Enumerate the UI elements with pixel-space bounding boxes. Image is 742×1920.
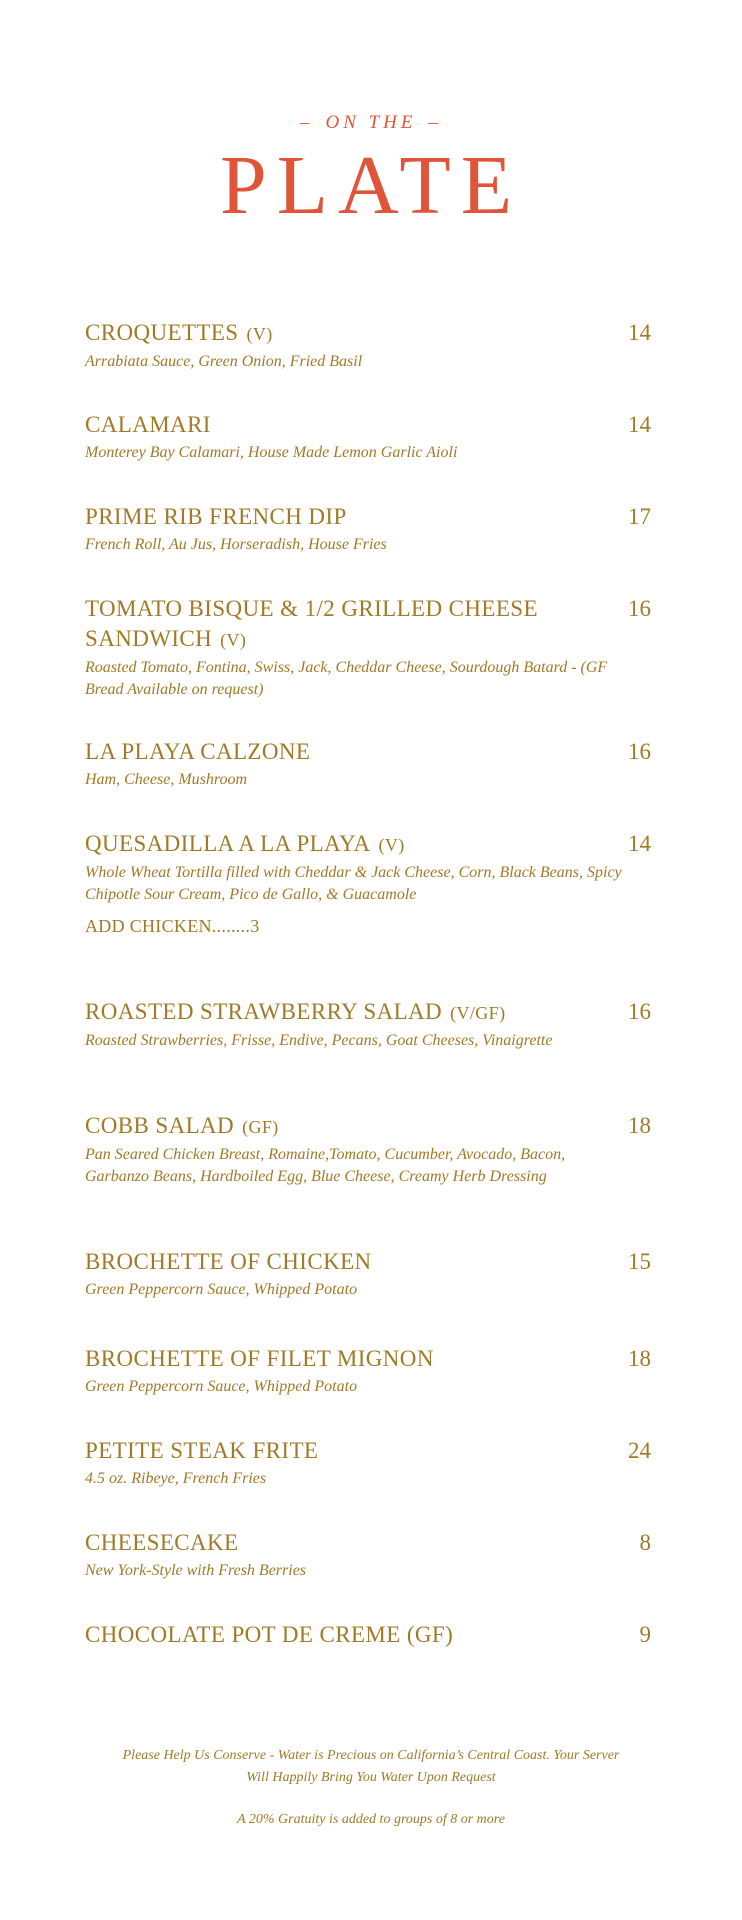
menu-title: PLATE (220, 139, 522, 232)
menu-footer (0, 1745, 742, 1831)
item-name (85, 1528, 565, 1558)
item-tag: (GF) (242, 1117, 279, 1137)
item-price: 24 (628, 1438, 651, 1463)
item-tag: (V) (378, 835, 405, 855)
item-description: Green Peppercorn Sauce, Whipped Potato (85, 1378, 358, 1395)
item-description: Green Peppercorn Sauce, Whipped Potato (85, 1281, 358, 1298)
item-price: 14 (628, 412, 651, 437)
menu-item-roasted-strawberry-salad (85, 997, 651, 1052)
item-price: 16 (628, 596, 651, 621)
menu-item-calamari (85, 410, 651, 464)
item-name-text: QUESADILLA A LA PLAYA (85, 831, 371, 856)
item-head (85, 502, 651, 532)
menu-item-tomato-bisque (85, 594, 651, 701)
item-name (85, 737, 565, 767)
item-head (85, 737, 651, 767)
item-name-text: TOMATO BISQUE & 1/2 GRILLED CHEESE SANDWICH (85, 596, 538, 651)
item-name-text: PETITE STEAK FRITE (85, 1438, 319, 1463)
menu-item-prime-rib-french-dip (85, 502, 651, 556)
item-name (85, 1111, 565, 1142)
item-description: Monterey Bay Calamari, House Made Lemon Garlic Aioli (85, 444, 458, 461)
item-name-text: CHEESECAKE (85, 1530, 239, 1555)
item-name (85, 997, 565, 1028)
menu-eyebrow (0, 110, 742, 136)
item-head (85, 1247, 651, 1277)
item-description: Roasted Strawberries, Frisse, Endive, Pecans, Goat Cheeses, Vinaigrette (85, 1032, 553, 1049)
item-head (85, 1620, 651, 1650)
item-description: Ham, Cheese, Mushroom (85, 771, 248, 788)
item-description: French Roll, Au Jus, Horseradish, House Fries (85, 536, 387, 553)
item-name-text: BROCHETTE OF FILET MIGNON (85, 1346, 434, 1371)
menu-header (0, 110, 742, 232)
water-conservation-note: Please Help Us Conserve - Water is Precious on California’s Central Coast. Your Server Will Happily Bring You Water Upon Request (122, 1748, 620, 1785)
item-name-text: CROQUETTES (85, 320, 239, 345)
item-head (85, 410, 651, 440)
item-description: Arrabiata Sauce, Green Onion, Fried Basil (85, 353, 363, 370)
item-head (85, 1111, 651, 1142)
item-name (85, 410, 565, 440)
item-name-text: CALAMARI (85, 412, 211, 437)
item-head (85, 594, 651, 655)
item-name (85, 1620, 565, 1650)
item-name (85, 1436, 565, 1466)
item-price: 8 (639, 1530, 651, 1555)
menu-item-brochette-of-chicken (85, 1247, 651, 1301)
item-price: 14 (628, 320, 651, 345)
eyebrow-dash-right: – (428, 112, 443, 133)
item-description: Roasted Tomato, Fontina, Swiss, Jack, Cheddar Cheese, Sourdough Batard - (GF Bread Available on request) (85, 659, 608, 698)
menu-item-croquettes (85, 318, 651, 373)
item-price: 15 (628, 1249, 651, 1274)
menu-item-petite-steak-frite (85, 1436, 651, 1490)
item-name-text: COBB SALAD (85, 1113, 235, 1138)
item-name (85, 1247, 565, 1277)
item-name (85, 594, 565, 655)
item-tag: (V/GF) (450, 1003, 506, 1023)
item-head (85, 1344, 651, 1374)
menu-item-quesadilla (85, 829, 651, 938)
menu-item-cheesecake (85, 1528, 651, 1582)
eyebrow-dash-left: – (299, 112, 314, 133)
item-name (85, 502, 565, 532)
item-name (85, 318, 565, 349)
menu-item-cobb-salad (85, 1111, 651, 1188)
item-price: 14 (628, 831, 651, 856)
item-addon: ADD CHICKEN........3 (85, 916, 260, 936)
item-price: 17 (628, 504, 651, 529)
item-name (85, 829, 565, 860)
item-name-text: BROCHETTE OF CHICKEN (85, 1249, 372, 1274)
item-name-text: PRIME RIB FRENCH DIP (85, 504, 347, 529)
item-tag: (V) (220, 630, 247, 650)
item-name (85, 1344, 565, 1374)
gratuity-note: A 20% Gratuity is added to groups of 8 or more (237, 1812, 505, 1827)
item-price: 16 (628, 999, 651, 1024)
item-price: 18 (628, 1113, 651, 1138)
item-description: New York-Style with Fresh Berries (85, 1562, 307, 1579)
item-price: 18 (628, 1346, 651, 1371)
item-name-text: ROASTED STRAWBERRY SALAD (85, 999, 443, 1024)
item-head (85, 997, 651, 1028)
menu-item-la-playa-calzone (85, 737, 651, 791)
item-name-text: LA PLAYA CALZONE (85, 739, 311, 764)
item-tag: (V) (246, 324, 273, 344)
item-price: 16 (628, 739, 651, 764)
item-description: Whole Wheat Tortilla filled with Cheddar & Jack Cheese, Corn, Black Beans, Spicy Chipotle Sour Cream, Pico de Gallo, & Guacamole (85, 864, 622, 903)
menu-item-chocolate-pot-de-creme (85, 1620, 651, 1650)
eyebrow-text: ON THE (325, 112, 417, 133)
menu-item-brochette-of-filet-mignon (85, 1344, 651, 1398)
item-head (85, 1528, 651, 1558)
item-head (85, 318, 651, 349)
item-head (85, 829, 651, 860)
item-name-text: CHOCOLATE POT DE CREME (GF) (85, 1622, 454, 1647)
item-description: 4.5 oz. Ribeye, French Fries (85, 1470, 267, 1487)
item-price: 9 (639, 1622, 651, 1647)
item-description: Pan Seared Chicken Breast, Romaine,Tomato, Cucumber, Avocado, Bacon, Garbanzo Beans, Hardboiled Egg, Blue Cheese, Creamy Herb Dressing (85, 1146, 566, 1185)
item-head (85, 1436, 651, 1466)
